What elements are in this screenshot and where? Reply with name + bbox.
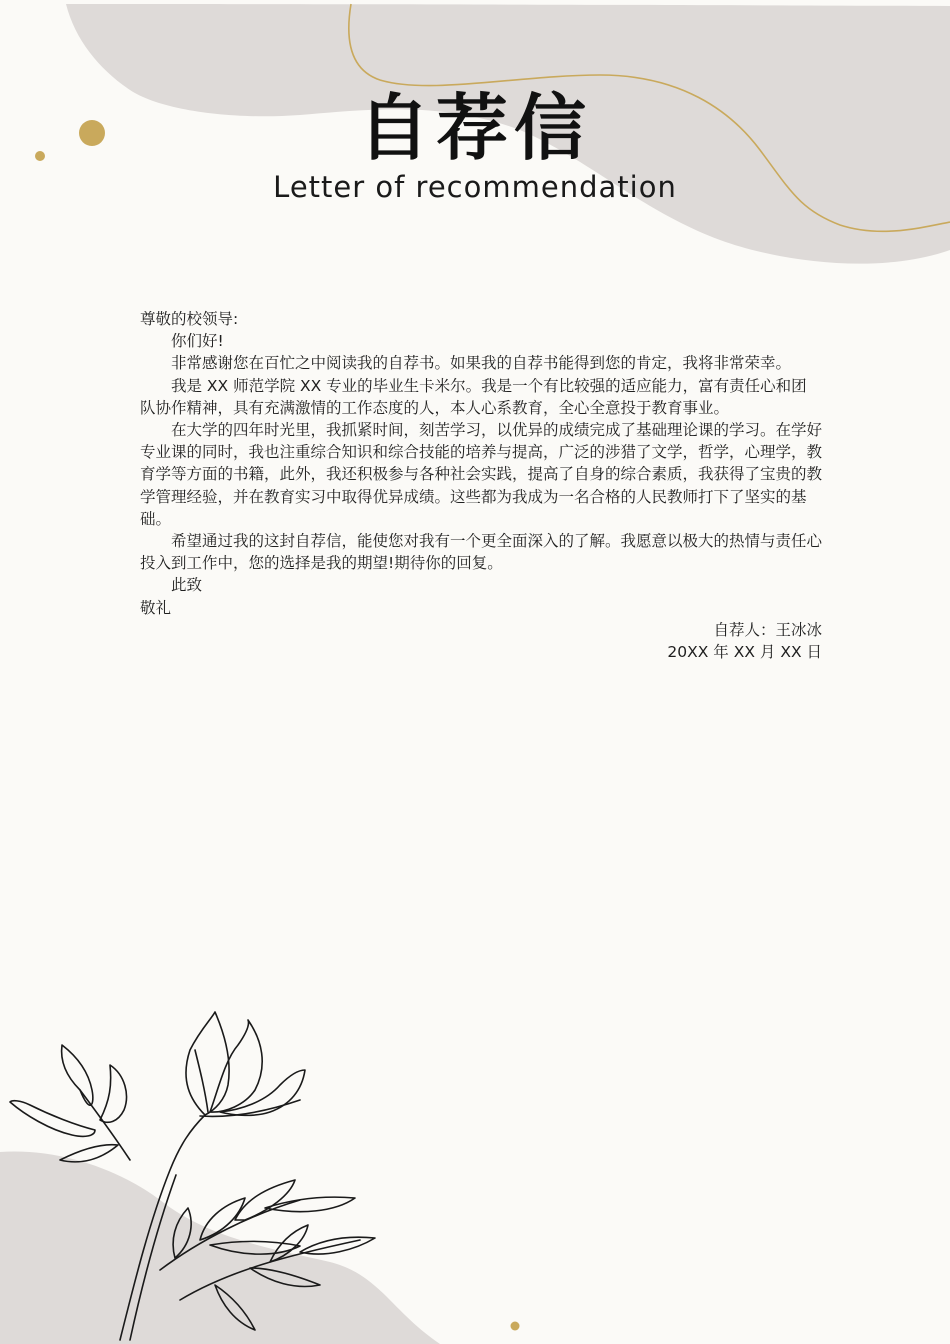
- paragraph-4: 希望通过我的这封自荐信，能使您对我有一个更全面深入的了解。我愿意以极大的热情与责任心投入到工作中，您的选择是我的期望!期待你的回复。: [140, 532, 823, 573]
- closing-line-1: 此致: [171, 576, 203, 595]
- letter-date: 20XX 年 XX 月 XX 日: [667, 643, 822, 662]
- paragraph-2: 我是 XX 师范学院 XX 专业的毕业生卡米尔。我是一个有比较强的适应能力，富有责任心和团队协作精神，具有充满激情的工作态度的人，本人心系教育，全心全意投于教育事业。: [140, 376, 807, 417]
- greeting: 你们好!: [171, 332, 224, 351]
- closing-line-2: 敬礼: [140, 598, 172, 617]
- paragraph-1: 非常感谢您在百忙之中阅读我的自荐书。如果我的自荐书能得到您的肯定，我将非常荣幸。: [171, 354, 792, 373]
- page-title-chinese: 自荐信: [357, 85, 592, 170]
- gold-dot-bottom: [511, 1322, 520, 1331]
- page-subtitle-english: Letter of recommendation: [273, 170, 677, 204]
- letter-body: [140, 308, 822, 663]
- paragraph-3: 在大学的四年时光里，我抓紧时间，刻苦学习，以优异的成绩完成了基础理论课的学习。在学好专业课的同时，我也注重综合知识和综合技能的培养与提高，广泛的涉猎了文学，哲学，心理学，教育学等方面的书籍，此外，我还积极参与各种社会实践，提高了自身的综合素质，我获得了宝贵的教学管理经验，并在教育实习中取得优异成绩。这些都为我成为一名合格的人民教师打下了坚实的基础。: [140, 421, 823, 528]
- signature: 自荐人：王冰冰: [713, 620, 822, 639]
- salutation: 尊敬的校领导:: [140, 310, 239, 328]
